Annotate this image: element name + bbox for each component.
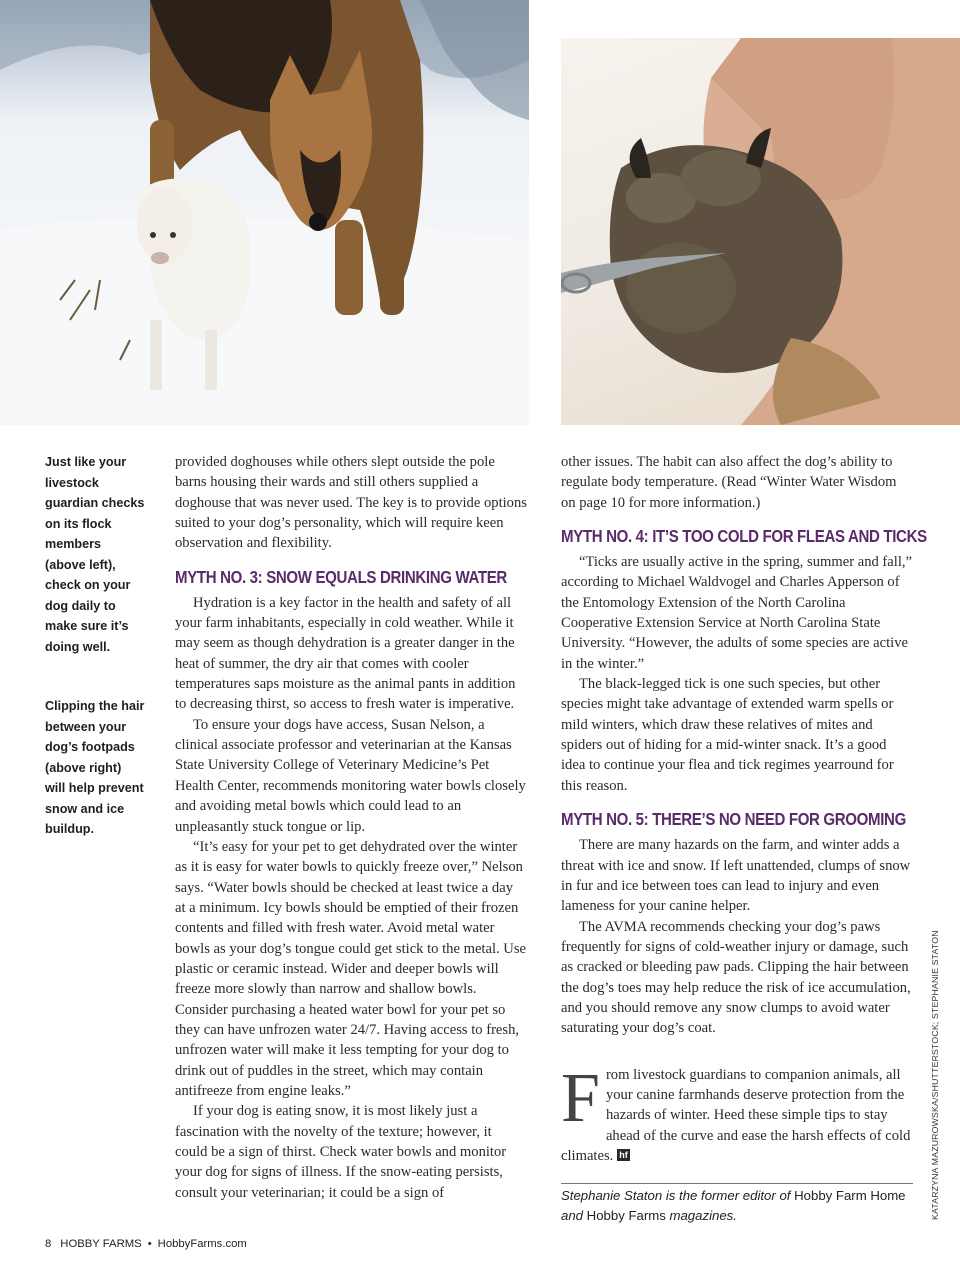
photo-caption-left: Just like your livestock guardian checks on its flock members (above left), check on your dog daily to make sure it’s doing well. bbox=[45, 455, 145, 654]
article-paragraph: provided doghouses while others slept outside the pole barns housing their wards and still others supplied a doghouse that was never used. The key is to provide options suited to your dog’s personality, which will require keen observation and flexibility. bbox=[175, 454, 527, 552]
drop-cap: F bbox=[561, 1059, 600, 1137]
bio-magazine-name: Hobby Farm Home bbox=[794, 1188, 906, 1203]
bio-text: Stephanie Staton is the former editor of bbox=[561, 1188, 795, 1203]
article-paragraph: “Ticks are usually active in the spring, summer and fall,” according to Michael Waldvogel and Charles Apperson of the Entomology Extension of the North Carolina Cooperative Extension Service at North Carolina State University. “However, the adults of some species are active in the winter.” bbox=[561, 554, 913, 672]
photo-paw-clipping bbox=[561, 38, 960, 425]
article-paragraph: The AVMA recommends checking your dog’s paws frequently for signs of cold-weather injury or damage, such as cracked or bleeding paw pads. Clipping the hair between the dog’s toes may help reduce the risk of ice accumulation, and you should remove any snow clumps to avoid water saturating your dog’s coat. bbox=[561, 918, 911, 1037]
photo-credit: KATARZYNA MAZUROWSKA/SHUTTERSTOCK; STEPHANIE STATON bbox=[930, 930, 940, 1220]
section-heading-myth-3: MYTH NO. 3: SNOW EQUALS DRINKING WATER bbox=[175, 566, 507, 587]
article-paragraph: Hydration is a key factor in the health and safety of all your farm inhabitants, especially in cold weather. While it may seem as though dehydration is a greater danger in the heat of summer, the dry air that comes with cooler temperatures saps moisture as the animal pants in addition to decreasing thirst, so access to fresh water is imperative. bbox=[175, 594, 516, 713]
article-column-right bbox=[561, 452, 927, 1166]
photo-dog-and-lamb bbox=[0, 0, 529, 425]
page-number: 8 bbox=[45, 1238, 52, 1250]
article-column-middle bbox=[175, 452, 527, 1203]
article-paragraph: To ensure your dogs have access, Susan Nelson, a clinical associate professor and veterinarian at the Kansas State University College of Veterinary Medicine’s Pet Health Center, recommends monitoring water bowls closely and avoiding metal bowls which could lead to an unpleasantly stuck tongue or lip. bbox=[175, 716, 526, 835]
article-paragraph: “It’s easy for your pet to get dehydrated over the winter as it is easy for water bowls to quickly freeze over,” Nelson says. “Water bowls should be checked at least twice a day at a minimum. Icy bowls should be emptied of their frozen contents and filled with fresh water. Avoid metal water bowls as your dog’s tongue could get stick to the metal. Use plastic or ceramic instead. Wider and deeper bowls will freeze more slowly than narrow and shallow bowls. Consider purchasing a heated water bowl for your pet so they can have unfrozen water 24/7. Having access to fresh, unfrozen water will make it less tempting for your dog to drink out of puddles in the street, which may contain antifreeze from engine leaks.” bbox=[175, 838, 527, 1099]
bio-text: and bbox=[561, 1208, 587, 1223]
article-paragraph: If your dog is eating snow, it is most likely just a fascination with the novelty of the texture; however, it could be a sign of thirst. Check water bowls and monitor your dog for signs of illness. If the snow-eating persists, consult your veterinarian; it could be a sign of bbox=[175, 1103, 507, 1201]
article-paragraph: other issues. The habit can also affect the dog’s ability to regulate body temperature. (Read “Winter Water Wisdom on page 10 for more information.) bbox=[561, 454, 897, 511]
section-heading-myth-4: MYTH NO. 4: IT’S TOO COLD FOR FLEAS AND TICKS bbox=[561, 526, 927, 547]
closing-paragraph bbox=[561, 1059, 913, 1167]
photo-caption-right: Clipping the hair between your dog’s footpads (above right) will help prevent snow and ice buildup. bbox=[45, 699, 145, 836]
paw-clipping-illustration bbox=[561, 38, 960, 425]
bio-text: magazines. bbox=[665, 1208, 737, 1223]
section-heading-myth-5: MYTH NO. 5: THERE’S NO NEED FOR GROOMING bbox=[561, 809, 906, 830]
article-paragraph: The black-legged tick is one such species, but other species might take advantage of extended warm spells or mild winters, which draw these relatives of mites and spiders out of hiding for a mid-winter snack. It’s a good idea to continue your flea and tick regimes yearround for this reason. bbox=[561, 676, 894, 794]
page-footer bbox=[45, 1238, 247, 1250]
footer-separator: • bbox=[147, 1238, 152, 1250]
author-bio bbox=[561, 1186, 913, 1226]
closing-text: rom livestock guardians to companion animals, all your canine farmhands deserve protection from the hazards of winter. Heed these simple tips to stay ahead of the curve and ease the harsh effects of cold climates. bbox=[561, 1066, 911, 1164]
footer-magazine-name: HOBBY FARMS bbox=[60, 1238, 142, 1250]
bio-divider bbox=[561, 1183, 913, 1184]
dog-lamb-illustration bbox=[0, 0, 529, 425]
footer-website-link[interactable]: HobbyFarms.com bbox=[157, 1238, 247, 1250]
article-paragraph: There are many hazards on the farm, and winter adds a threat with ice and snow. If left unattended, clumps of snow in fur and ice between toes can lead to injury and even lameness for your canine helper. bbox=[561, 837, 911, 915]
bio-magazine-name: Hobby Farms bbox=[586, 1208, 666, 1223]
end-mark-logo: hf bbox=[619, 1149, 628, 1160]
